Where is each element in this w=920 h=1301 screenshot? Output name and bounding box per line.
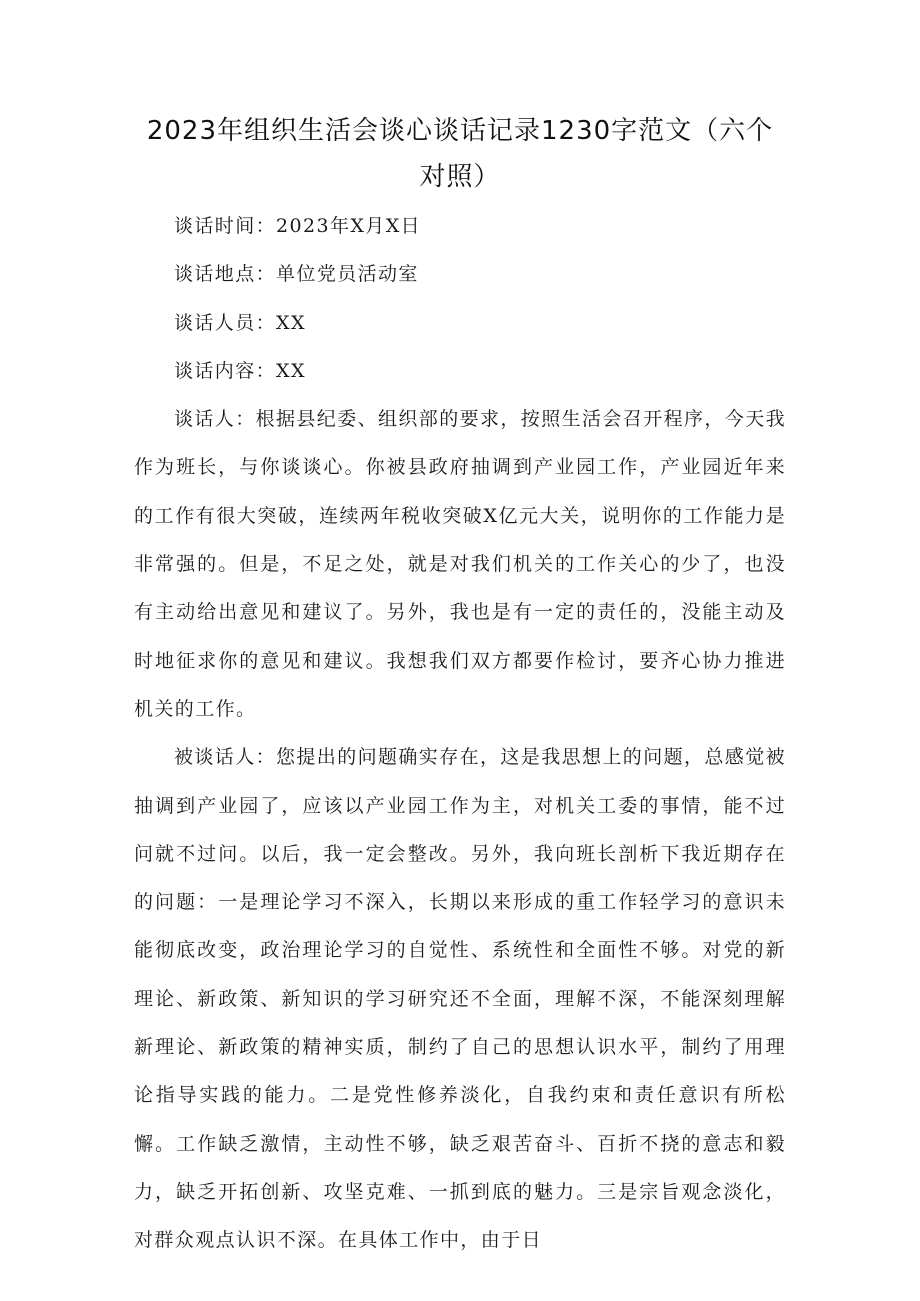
meeting-time-line xyxy=(134,202,786,250)
paragraph-interviewee: 被谈话人：您提出的问题确实存在，这是我思想上的问题，总感觉被抽调到产业园了，应该以产业园工作为主，对机关工委的事情，能不过问就不过问。以后，我一定会整改。另外，我向班长剖析下我近期存在的问题：一是理论学习不深入，长期以来形成的重工作轻学习的意识未能彻底改变，政治理论学习的自觉性、系统性和全面性不够。对党的新理论、新政策、新知识的学习研究还不全面，理解不深，不能深刻理解新理论、新政策的精神实质，制约了自己的思想认识水平，制约了用理论指导实践的能力。二是党性修养淡化，自我约束和责任意识有所松懈。工作缺乏激情，主动性不够，缺乏艰苦奋斗、百折不挠的意志和毅力，缺乏开拓创新、攻坚克难、一抓到底的魅力。三是宗旨观念淡化，对群众观点认识不深。在具体工作中，由于日 xyxy=(134,746,787,1252)
paragraph-interviewer: 谈话人：根据县纪委、组织部的要求，按照生活会召开程序，今天我作为班长，与你谈谈心。你被县政府抽调到产业园工作，产业园近年来的工作有很大突破，连续两年税收突破X亿元大关，说明你的工作能力是非常强的。但是，不足之处，就是对我们机关的工作关心的少了，也没有主动给出意见和建议了。另外，我也是有一定的责任的，没能主动及时地征求你的意见和建议。我想我们双方都要作检讨，要齐心协力推进机关的工作。 xyxy=(134,408,787,720)
meeting-participants-value: XX xyxy=(276,311,306,334)
document-title: 2023年组织生活会谈心谈话记录1230字范文（六个对照） xyxy=(146,116,774,192)
meeting-content-line xyxy=(134,347,786,395)
meeting-info xyxy=(134,202,786,395)
meeting-location-value: 单位党员活动室 xyxy=(276,263,419,286)
meeting-content-label: 谈话内容： xyxy=(174,359,277,382)
meeting-location-label: 谈话地点： xyxy=(174,263,277,286)
meeting-location-line xyxy=(134,250,786,298)
document-page xyxy=(134,108,786,1265)
meeting-participants-label: 谈话人员： xyxy=(174,311,277,334)
meeting-content-value: XX xyxy=(276,359,306,382)
meeting-participants-line xyxy=(134,299,786,347)
meeting-time-value: 2023年X月X日 xyxy=(276,215,422,237)
meeting-time-label: 谈话时间： xyxy=(174,215,277,237)
